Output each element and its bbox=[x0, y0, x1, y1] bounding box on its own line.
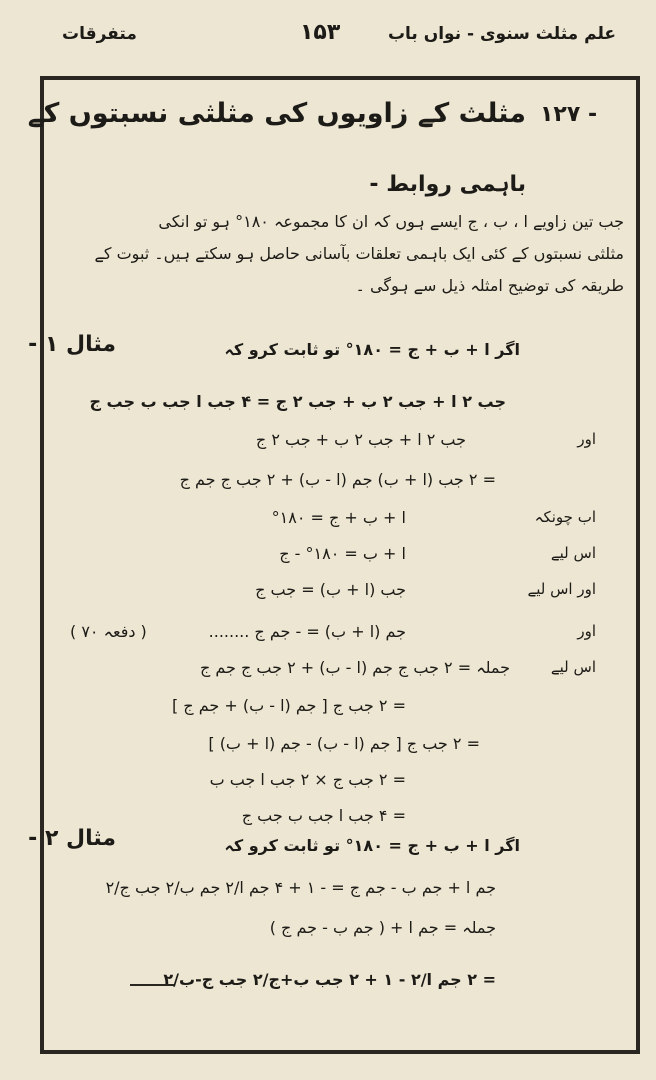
example1-claim: جب ۲ ا + جب ۲ ب + جب ۲ ج = ۴ جب ا جب ب جب ج bbox=[89, 392, 506, 411]
ex1-label-7: اس لیے bbox=[550, 658, 596, 676]
example2-claim: جم ا + جم ب - جم ج = - ۱ + ۴ جم ا/۲ جم ب/۲ جب ج/۲ bbox=[105, 878, 496, 897]
ex1-step-7: جملہ = ۲ جب ج جم (ا - ب) + ۲ جب ج جم ج bbox=[199, 658, 510, 677]
example2-condition: اگر ا + ب + ج = ۱۸۰° تو ثابت کرو کہ bbox=[224, 836, 520, 855]
ex2-step-1: جملہ = جم ا + ( جم ب - جم ج ) bbox=[269, 918, 496, 937]
section-title-line1: مثلث کے زاویوں کی مثلثی نسبتوں کے bbox=[27, 98, 526, 129]
ex1-step-9: = ۲ جب ج [ جم (ا - ب) - جم (ا + ب) ] bbox=[208, 734, 480, 753]
fraction-rule bbox=[130, 984, 174, 986]
ex1-step-4: ا + ب = ۱۸۰° - ج bbox=[279, 544, 406, 563]
example1-title: مثال ۱ - bbox=[28, 332, 116, 357]
example1-condition: اگر ا + ب + ج = ۱۸۰° تو ثابت کرو کہ bbox=[224, 340, 520, 359]
page-number: ۱۵۳ bbox=[300, 20, 341, 45]
ex1-step-6: جم (ا + ب) = - جم ج ........ bbox=[208, 622, 406, 641]
page-header bbox=[0, 0, 656, 62]
ex1-step-5: جب (ا + ب) = جب ج bbox=[255, 580, 406, 599]
intro-line-3: طریقہ کی توضیح امثلہ ذیل سے ہوگی ۔ bbox=[355, 276, 624, 295]
header-book-title: علم مثلث سنوی - نواں باب bbox=[387, 24, 616, 44]
ex1-label-5: اور اس لیے bbox=[527, 580, 596, 598]
intro-line-1: جب تین زاویے ا ، ب ، ج ایسے ہوں کہ ان کا مجموعہ ۱۸۰° ہو تو انکی bbox=[158, 212, 624, 231]
ex1-label-6: اور bbox=[577, 622, 596, 640]
ex1-step-1: جب ۲ ا + جب ۲ ب + جب ۲ ج bbox=[255, 430, 466, 449]
ex1-label-4: اس لیے bbox=[550, 544, 596, 562]
ex1-reference: ( دفعہ ۷۰ ) bbox=[70, 622, 147, 641]
ex1-step-3: ا + ب + ج = ۱۸۰° bbox=[271, 508, 406, 527]
section-number: ۱۲۷ - bbox=[540, 102, 598, 127]
ex1-label-1: اور bbox=[577, 430, 596, 448]
ex1-step-11: = ۴ جب ا جب ب جب ج bbox=[241, 806, 406, 825]
example2-title: مثال ۲ - bbox=[28, 826, 116, 851]
intro-line-2: مثلثی نسبتوں کے کئی ایک باہمی تعلقات بآسانی حاصل ہو سکتے ہیں۔ ثبوت کے bbox=[94, 244, 624, 263]
header-topic: متفرقات bbox=[62, 24, 137, 44]
section-title-line2: باہمی روابط - bbox=[369, 172, 526, 197]
ex1-step-10: = ۲ جب ج × ۲ جب ا جب ب bbox=[209, 770, 406, 789]
ex1-label-3: اب چونکہ bbox=[534, 508, 596, 526]
ex1-step-2: = ۲ جب (ا + ب) جم (ا - ب) + ۲ جب ج جم ج bbox=[179, 470, 496, 489]
ex2-step-2: = ۲ جم ا/۲ - ۱ + ۲ جب ب+ج/۲ جب ج-ب/۲ bbox=[163, 970, 496, 989]
ex1-step-8: = ۲ جب ج [ جم (ا - ب) + جم ج ] bbox=[171, 696, 406, 715]
